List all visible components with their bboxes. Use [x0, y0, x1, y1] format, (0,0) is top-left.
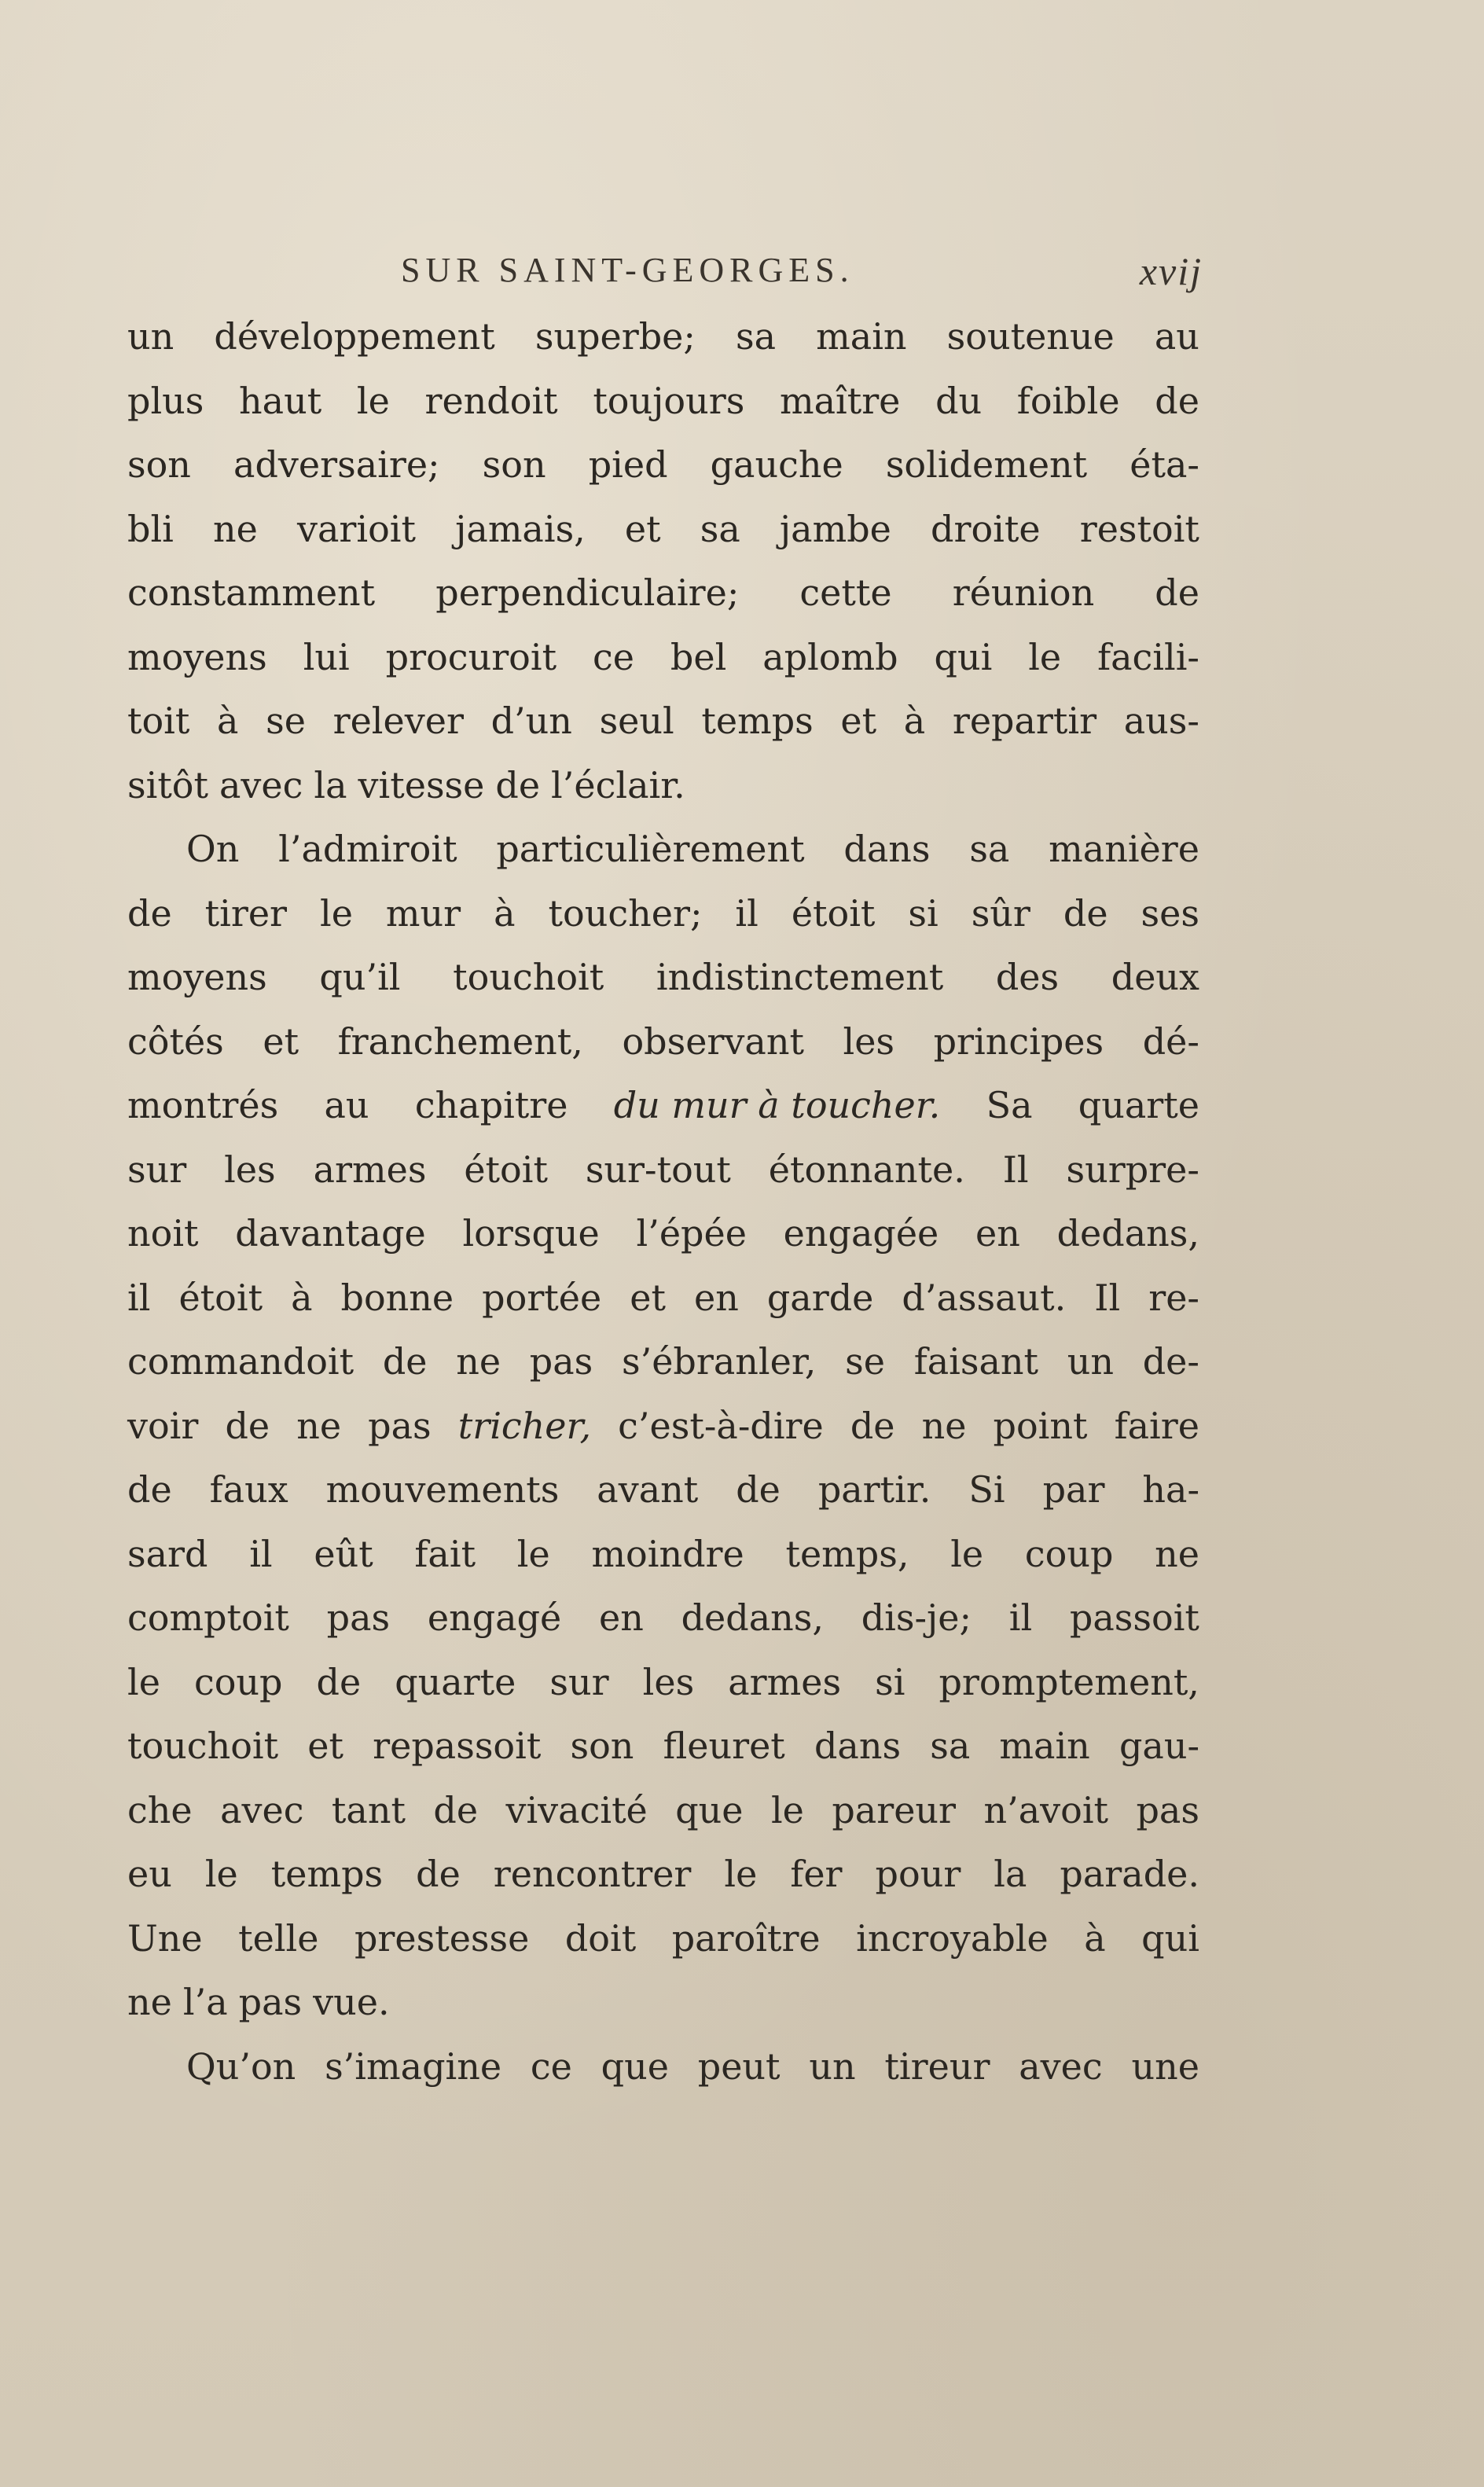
word: observant [622, 1019, 804, 1063]
word: étoit [178, 1276, 263, 1319]
word: une [1131, 2044, 1199, 2088]
word: deux [1111, 956, 1199, 998]
word: le [127, 1660, 160, 1703]
word: sa [700, 507, 740, 550]
word: On [186, 828, 240, 870]
word: sur [549, 1660, 609, 1703]
word: haut [239, 379, 322, 422]
word: ha- [1142, 1468, 1199, 1511]
text-line [127, 305, 1199, 369]
word: pour [875, 1853, 961, 1895]
word: noit [127, 1212, 199, 1255]
word: de [433, 1788, 479, 1831]
running-head: SUR SAINT-GEORGES. [401, 251, 854, 289]
word: n’avoit [983, 1788, 1109, 1831]
word: quarte [395, 1660, 516, 1703]
word: tireur [884, 2044, 990, 2088]
word: ne [921, 1404, 967, 1447]
word: vue. [313, 1981, 390, 2023]
word: avec [219, 763, 303, 806]
italic-phrase: du mur à toucher. [613, 1084, 941, 1126]
word: pied [588, 443, 668, 486]
word: de [127, 1468, 172, 1511]
word: commandoit [127, 1340, 354, 1383]
word: fer [790, 1853, 843, 1895]
word: bonne [340, 1276, 454, 1319]
text-line [127, 754, 1199, 818]
word: Une [127, 1916, 203, 1960]
word: armes [313, 1148, 427, 1191]
text-line [127, 1458, 1199, 1523]
word: la [314, 763, 347, 806]
word: Si [968, 1468, 1005, 1511]
word: avant [597, 1468, 699, 1511]
word: cette [799, 571, 892, 614]
word: faire [1114, 1404, 1199, 1447]
word: pareur [832, 1788, 957, 1831]
word: d’assaut. [902, 1276, 1067, 1319]
word: rendoit [424, 379, 558, 422]
word: la [994, 1853, 1027, 1895]
word: réunion [952, 571, 1095, 614]
word: sa [930, 1725, 971, 1767]
word: son [482, 443, 546, 486]
word: lui [303, 635, 350, 678]
word: Sa [986, 1084, 1033, 1126]
word: jambe [779, 507, 891, 550]
word: c’est-à-dire [618, 1404, 824, 1447]
text-line [127, 433, 1199, 498]
word: de [127, 891, 172, 935]
word: facili- [1097, 635, 1199, 678]
word: mouvements [325, 1468, 560, 1511]
text-line [127, 1779, 1199, 1843]
word: d’un [490, 700, 572, 742]
word: paroître [671, 1916, 821, 1960]
word: chapitre [414, 1084, 568, 1126]
word: sa [736, 315, 777, 358]
word: de [382, 1340, 428, 1383]
word: le [516, 1532, 550, 1575]
word: de [1063, 891, 1108, 935]
word: garde [766, 1276, 874, 1319]
word: toit [127, 700, 190, 742]
word: pas [1136, 1788, 1199, 1831]
word: et [630, 1276, 666, 1319]
word: droite [931, 507, 1041, 550]
text-line [127, 1651, 1199, 1715]
word: tant [331, 1788, 406, 1831]
word: armes [728, 1660, 842, 1703]
word: eût [314, 1532, 373, 1575]
word: de [1155, 571, 1199, 614]
word: particulièrement [496, 828, 805, 870]
word: prestesse [354, 1916, 530, 1960]
word: de [850, 1404, 895, 1447]
word: de [1155, 379, 1199, 422]
word: Qu’on [186, 2044, 296, 2088]
word: des [995, 956, 1060, 998]
word: développement [214, 315, 495, 358]
word: il [735, 891, 759, 935]
text-line [127, 1266, 1199, 1331]
word: perpendiculaire; [435, 571, 740, 614]
word: seul [599, 700, 674, 742]
word: ses [1141, 891, 1199, 935]
word: qu’il [319, 956, 401, 998]
text-line [127, 369, 1199, 434]
word: vivacité [505, 1788, 648, 1831]
word: sa [969, 828, 1010, 870]
word: portée [482, 1276, 602, 1319]
word: ne [127, 1981, 172, 2023]
word: telle [238, 1916, 319, 1960]
word: point [993, 1404, 1088, 1447]
word: dans [843, 828, 931, 870]
word: que [675, 1788, 744, 1831]
word: s’ébranler, [621, 1340, 817, 1383]
word: re- [1148, 1276, 1199, 1319]
body-text [127, 305, 1199, 2099]
word: de [416, 1853, 461, 1895]
word: dans [814, 1725, 902, 1767]
word: qui [1141, 1916, 1199, 1960]
word: le [1028, 635, 1062, 678]
word: coup [193, 1660, 283, 1703]
word: moyens [127, 635, 267, 678]
word: sur [127, 1148, 187, 1191]
word: touchoit [127, 1725, 279, 1767]
word: sitôt [127, 763, 208, 806]
text-line [127, 1586, 1199, 1651]
word: le [950, 1532, 984, 1575]
word: touchoit [453, 956, 604, 998]
word: le [724, 1853, 758, 1895]
word: soutenue [946, 315, 1115, 358]
text-line [127, 1714, 1199, 1779]
word: main [999, 1725, 1090, 1767]
word: tirer [204, 891, 288, 935]
word: le [320, 891, 353, 935]
word: moindre [591, 1532, 744, 1575]
word: un [809, 2044, 856, 2088]
word: pas [368, 1404, 432, 1447]
word: parade. [1060, 1853, 1199, 1895]
word: au [1154, 315, 1199, 358]
word: constamment [127, 571, 376, 614]
word: engagé [427, 1596, 562, 1639]
word: incroyable [856, 1916, 1049, 1960]
text-line [127, 882, 1199, 946]
page-header [126, 250, 1203, 297]
word: quarte [1078, 1084, 1199, 1126]
text-line [127, 946, 1199, 1010]
word: ne [1155, 1532, 1199, 1575]
word: et [624, 507, 661, 550]
word: son [570, 1725, 634, 1767]
text-line [127, 1907, 1199, 1971]
word: il [127, 1276, 151, 1319]
word: repassoit [373, 1725, 542, 1767]
word: bli [127, 507, 174, 550]
word: éta- [1130, 443, 1199, 486]
word: main [816, 315, 907, 358]
word: à [291, 1276, 313, 1319]
word: sûr [971, 891, 1030, 935]
word: en [975, 1212, 1020, 1255]
word: partir. [817, 1468, 931, 1511]
word: que [601, 2044, 669, 2088]
word: solidement [885, 443, 1088, 486]
text-line [127, 1842, 1199, 1907]
word: gau- [1119, 1725, 1199, 1767]
word: procuroit [385, 635, 557, 678]
word: de [316, 1660, 362, 1703]
word: pas [529, 1340, 593, 1383]
word: indistinctement [656, 956, 944, 998]
word: vitesse [358, 763, 485, 806]
text-line [127, 561, 1199, 626]
word: il [249, 1532, 273, 1575]
word: si [908, 891, 939, 935]
word: promptement, [939, 1660, 1199, 1703]
word: dé- [1142, 1019, 1199, 1063]
word: plus [127, 379, 204, 422]
word: principes [933, 1019, 1104, 1063]
word: surpre- [1066, 1148, 1199, 1191]
word: faux [209, 1468, 288, 1511]
word: ne [213, 507, 258, 550]
word: l’admiroit [278, 828, 457, 870]
word: manière [1049, 828, 1199, 870]
word: ne [456, 1340, 501, 1383]
word: de- [1142, 1340, 1199, 1383]
word: foible [1016, 379, 1120, 422]
word: varioit [296, 507, 416, 550]
word: adversaire; [233, 443, 440, 486]
word: de [736, 1468, 781, 1511]
word: le [770, 1788, 804, 1831]
text-line [127, 1138, 1199, 1203]
word: ne [296, 1404, 342, 1447]
word: qui [934, 635, 993, 678]
word: du [935, 379, 983, 422]
word: temps [701, 700, 814, 742]
word: l’épée [636, 1212, 747, 1255]
word: eu [127, 1853, 172, 1895]
word: toucher; [548, 891, 703, 935]
word: voir [127, 1404, 199, 1447]
word: si [875, 1660, 905, 1703]
word: à [903, 700, 926, 742]
word: faisant [913, 1340, 1039, 1383]
word: relever [332, 700, 464, 742]
word: bel [670, 635, 727, 678]
word: par [1042, 1468, 1105, 1511]
word: le [356, 379, 390, 422]
word: peut [697, 2044, 781, 2088]
word: les [642, 1660, 695, 1703]
text-line [127, 1010, 1199, 1075]
word: s’imagine [325, 2044, 502, 2088]
word: lorsque [462, 1212, 600, 1255]
word: fait [414, 1532, 476, 1575]
word: temps [270, 1853, 384, 1895]
word: les [224, 1148, 276, 1191]
word: pas [326, 1596, 391, 1639]
text-line [127, 1074, 1199, 1138]
text-line [127, 1523, 1199, 1587]
word: se [845, 1340, 885, 1383]
word: doit [564, 1916, 637, 1960]
word: maître [779, 379, 901, 422]
word: sur-tout [585, 1148, 731, 1191]
word: mur [385, 891, 461, 935]
word: fleuret [663, 1725, 785, 1767]
text-line [127, 1202, 1199, 1266]
word: dis-je; [861, 1596, 972, 1639]
word: ce [593, 635, 634, 678]
word: en [693, 1276, 739, 1319]
word: gauche [710, 443, 843, 486]
word: étoit [791, 891, 876, 935]
italic-phrase: tricher, [457, 1404, 592, 1447]
text-line [127, 1330, 1199, 1394]
word: dedans, [1056, 1212, 1199, 1255]
word: l’a [182, 1981, 228, 2023]
word: aplomb [762, 635, 898, 678]
word: à [1084, 1916, 1106, 1960]
text-line [127, 626, 1199, 690]
word: repartir [952, 700, 1097, 742]
word: pas [238, 1981, 303, 2023]
word: rencontrer [493, 1853, 692, 1895]
word: l’éclair. [551, 763, 685, 806]
word: au [324, 1084, 369, 1126]
text-line [127, 1971, 1199, 2035]
word: se [266, 700, 306, 742]
word: Il [1002, 1148, 1029, 1191]
word: ce [530, 2044, 572, 2088]
word: toujours [593, 379, 745, 422]
page-number: xvij [1139, 249, 1203, 293]
word: montrés [127, 1084, 279, 1126]
word: avec [220, 1788, 304, 1831]
word: coup [1024, 1532, 1114, 1575]
word: en [598, 1596, 644, 1639]
text-line [127, 498, 1199, 562]
word: le [204, 1853, 238, 1895]
word: il [1008, 1596, 1033, 1639]
word: dedans, [681, 1596, 824, 1639]
word: franchement, [337, 1019, 583, 1063]
word: temps, [785, 1532, 909, 1575]
text-line [127, 2035, 1199, 2099]
word: un [1067, 1340, 1114, 1383]
word: de [495, 763, 541, 806]
word: et [840, 700, 877, 742]
word: che [127, 1788, 193, 1831]
word: et [263, 1019, 299, 1063]
word: les [843, 1019, 895, 1063]
word: à [494, 891, 516, 935]
word: de [225, 1404, 270, 1447]
word: étoit [464, 1148, 548, 1191]
text-line [127, 689, 1199, 754]
word: et [307, 1725, 343, 1767]
word: son [127, 443, 191, 486]
word: côtés [127, 1019, 224, 1063]
word: davantage [235, 1212, 426, 1255]
word: à [217, 700, 239, 742]
word: comptoit [127, 1596, 289, 1639]
word: Il [1094, 1276, 1121, 1319]
text-line [127, 1394, 1199, 1459]
word: sard [127, 1532, 208, 1575]
word: superbe; [534, 315, 696, 358]
text-line [127, 817, 1199, 882]
word: passoit [1069, 1596, 1199, 1639]
word: jamais, [455, 507, 586, 550]
word: aus- [1123, 700, 1199, 742]
word: restoit [1079, 507, 1199, 550]
word: engagée [783, 1212, 939, 1255]
word: avec [1019, 2044, 1103, 2088]
word: étonnante. [768, 1148, 965, 1191]
word: moyens [127, 956, 267, 998]
word: un [127, 315, 174, 358]
